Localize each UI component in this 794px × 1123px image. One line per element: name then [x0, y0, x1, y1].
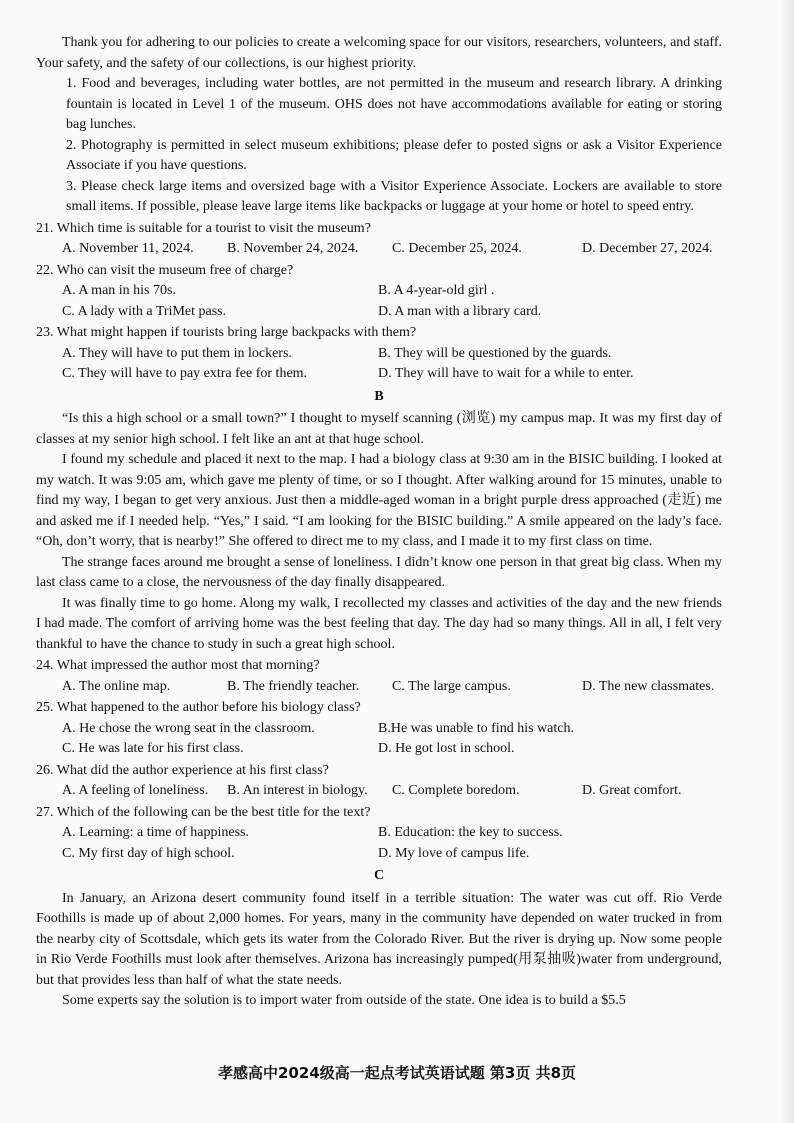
- question-stem: 22. Who can visit the museum free of charge?: [36, 262, 294, 278]
- answer-option: B. The friendly teacher.: [227, 678, 360, 694]
- answer-option: C. My first day of high school.: [62, 845, 235, 861]
- section-b-heading: B: [374, 388, 384, 404]
- answer-option: D. December 27, 2024.: [582, 241, 713, 256]
- answer-option: B. They will be questioned by the guards.: [378, 345, 612, 361]
- answer-option: D. My love of campus life.: [378, 845, 530, 861]
- answer-option: D. The new classmates.: [582, 678, 715, 694]
- page-footer: 孝感高中2024级高一起点考试英语试题 第3页 共8页: [217, 1064, 577, 1082]
- answer-options: [36, 781, 722, 802]
- answer-option: B. Education: the key to success.: [378, 825, 563, 840]
- answer-options: [36, 823, 722, 864]
- answer-option: C. They will have to pay extra fee for them.: [62, 366, 308, 381]
- answer-option: D. Great comfort.: [582, 783, 682, 798]
- answer-option: D. They will have to wait for a while to enter.: [378, 366, 634, 381]
- answer-option: D. He got lost in school.: [378, 741, 515, 756]
- answer-option: A. Learning: a time of happiness.: [62, 825, 250, 840]
- rule-item: 2. Photography is permitted in select museum exhibitions; please defer to posted signs or ask a Visitor Experience Associate if you have questions.: [66, 137, 722, 173]
- question-stem: 27. Which of the following can be the best title for the text?: [36, 804, 371, 820]
- scan-edge-shadow: [780, 0, 794, 1123]
- answer-option: B. November 24, 2024.: [227, 241, 359, 256]
- answer-option: A. They will have to put them in lockers.: [62, 345, 292, 361]
- answer-option: C. December 25, 2024.: [392, 241, 522, 256]
- section-c-heading: C: [373, 868, 385, 883]
- answer-option: C. He was late for his first class.: [62, 741, 244, 756]
- passage-c-paragraph: In January, an Arizona desert community found itself in a terrible situation: The water was cut off. Rio Verde Foothills is made up of about 2,000 homes. For years, many in the community have depended on water trucked in from the nearby city of Scottsdale, which gets its water from the Colorado River. But the river is drying up. Now some people in Rio Verde Foothills must look after themselves. Arizona has increasingly pumped(用泵抽吸)water from underground, but that provides less than half of what the state needs.: [36, 890, 722, 988]
- passage-c-paragraph: Some experts say the solution is to import water from outside of the state. One idea is to build a $5.5: [62, 993, 626, 1008]
- answer-option: B.He was unable to find his watch.: [378, 720, 574, 736]
- passage-b-paragraph: It was finally time to go home. Along my walk, I recollected my classes and activities of the day and the new friends I had made. The comfort of arriving home was the best feeling that day. The day had so many things. All in all, I felt very thankful to have the chance to study in such a great high school.: [36, 595, 722, 652]
- question-stem: 25. What happened to the author before his biology class?: [36, 700, 361, 715]
- rule-item: 1. Food and beverages, including water bottles, are not permitted in the museum and research library. A drinking fountain is located in Level 1 of the museum. OHS does not have accommodations available for eating or storing bag lunches.: [66, 76, 722, 132]
- question-stem: 24. What impressed the author most that morning?: [36, 658, 320, 673]
- answer-option: A. A man in his 70s.: [62, 283, 176, 298]
- answer-option: C. The large campus.: [392, 678, 511, 694]
- questions-section-b: [36, 656, 722, 864]
- answer-option: C. Complete boredom.: [392, 783, 520, 798]
- answer-option: C. A lady with a TriMet pass.: [62, 303, 227, 319]
- answer-option: B. An interest in biology.: [227, 783, 368, 798]
- answer-option: A. A feeling of loneliness.: [62, 783, 209, 798]
- passage-b-paragraph: The strange faces around me brought a sense of loneliness. I didn’t know one person in that great big class. When my last class came to a close, the nervousness of the day finally disappeared.: [36, 554, 722, 590]
- rule-item: 3. Please check large items and oversized bage with a Visitor Experience Associate. Lockers are available to store small items. If possible, please leave large items like backpacks or luggage at your home or hotel to speed entry.: [66, 178, 722, 214]
- answer-options: [36, 677, 722, 698]
- intro-paragraph: Thank you for adhering to our policies to create a welcoming space for our visitors, researchers, volunteers, and staff. Your safety, and the safety of our collections, is our highest priority.: [36, 35, 722, 71]
- answer-options: [36, 719, 722, 760]
- answer-options: [36, 281, 722, 322]
- answer-option: A. He chose the wrong seat in the classroom.: [62, 720, 315, 736]
- answer-options: [36, 239, 722, 260]
- passage-b-paragraph: I found my schedule and placed it next to the map. I had a biology class at 9:30 am in the BISIC building. I looked at my watch. It was 9:05 am, which gave me plenty of time, or so I thought. After walking around for 15 minutes, unable to find my way, I began to get very anxious. Just then a middle-aged woman in a bright purple dress approached (走近) me and asked me if I needed help. “Yes,” I said. “I am looking for the BISIC building.” A smile appeared on the lady’s face. “Oh, don’t worry, that is nearby!” She offered to direct me to my class, and I made it to my first class on time.: [36, 452, 722, 549]
- question-stem: 23. What might happen if tourists bring large backpacks with them?: [36, 325, 417, 340]
- passage-b-paragraph: “Is this a high school or a small town?” I thought to myself scanning (浏览) my campus map. It was my first day of classes at my senior high school. I felt like an ant at that huge school.: [36, 411, 722, 447]
- questions-section-a: [36, 219, 722, 385]
- question-stem: 26. What did the author experience at his first class?: [36, 762, 329, 778]
- answer-options: [36, 344, 722, 385]
- answer-option: D. A man with a library card.: [378, 303, 542, 319]
- answer-option: B. A 4-year-old girl .: [378, 283, 495, 298]
- answer-option: A. The online map.: [62, 678, 171, 694]
- page-content: [36, 33, 722, 1012]
- question-stem: 21. Which time is suitable for a tourist to visit the museum?: [36, 220, 371, 236]
- answer-option: A. November 11, 2024.: [62, 241, 194, 256]
